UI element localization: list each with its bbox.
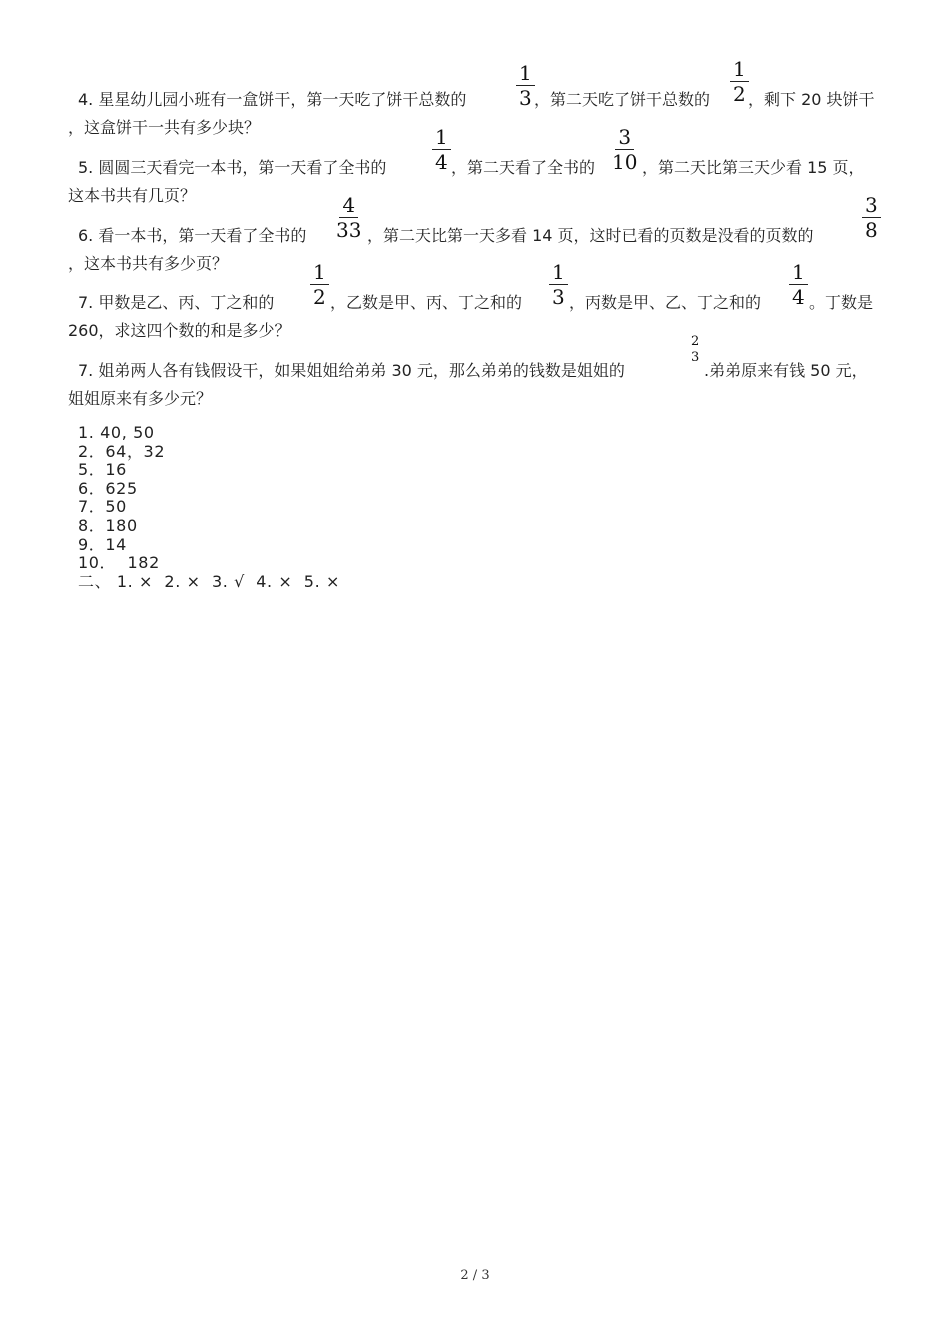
question-text: 姐姐原来有多少元？ (68, 389, 213, 408)
question-text: ，第二天比第三天少看 15 页， (642, 158, 865, 177)
page-number: 2 / 3 (460, 1268, 490, 1283)
answer-line: 8．180 (78, 515, 138, 535)
answer-line: 1. 40, 50 (78, 423, 155, 442)
question-text: ，第二天比第一天多看 14 页，这时已看的页数是没看的页数的 (367, 226, 814, 245)
question-text: ，第二天看了全书的 (451, 158, 596, 177)
question-text: ，剩下 20 块饼干 (748, 90, 875, 109)
question-text: .弟弟原来有钱 50 元， (704, 361, 868, 380)
fraction: 2 3 (691, 334, 700, 365)
fraction: $\frac{1}{3}$ (549, 261, 568, 308)
answer-line: 二、 1. × 2. × 3. √ 4. × 5. × (78, 571, 340, 591)
question-text: 。丁数是 (809, 293, 874, 312)
question-text: ，乙数是甲、丙、丁之和的 (330, 293, 523, 312)
question-4 (68, 57, 886, 142)
question-text: 260，求这四个数的和是多少？ (68, 321, 291, 340)
question-text: ，这本书共有多少页？ (68, 254, 229, 273)
answer-key (78, 424, 340, 591)
question-text: 这本书共有几页？ (68, 186, 197, 205)
fraction: $\frac{1}{4}$ (432, 126, 451, 173)
fraction: $\frac{1}{2}$ (310, 261, 329, 308)
fraction: $\frac{1}{3}$ (516, 62, 535, 109)
fraction: $\frac{3}{10}$ (612, 125, 638, 174)
fraction: $\frac{1}{2}$ (730, 58, 749, 105)
answer-line: 2．64，32 (78, 441, 166, 461)
question-text: 4. 星星幼儿园小班有一盒饼干，第一天吃了饼干总数的 (78, 90, 467, 109)
question-text: 5. 圆圆三天看完一本书，第一天看了全书的 (78, 158, 387, 177)
answer-line: 6．625 (78, 478, 138, 498)
question-text: 7. 甲数是乙、丙、丁之和的 (78, 293, 275, 312)
question-text: ，第二天吃了饼干总数的 (534, 90, 711, 109)
fraction: $\frac{4}{33}$ (336, 193, 362, 242)
question-7-sisters (68, 334, 886, 413)
question-text: 6. 看一本书，第一天看了全书的 (78, 226, 307, 245)
fraction: $\frac{1}{4}$ (789, 261, 808, 308)
answer-line: 10． 182 (78, 553, 160, 573)
question-text: ，这盒饼干一共有多少块？ (68, 118, 261, 137)
answer-line: 9．14 (78, 534, 127, 554)
answer-line: 5．16 (78, 460, 127, 480)
question-text: 7. 姐弟两人各有钱假设干，如果姐姐给弟弟 30 元，那么弟弟的钱数是姐姐的 (78, 361, 625, 380)
fraction: $\frac{3}{8}$ (862, 194, 881, 241)
answer-line: 7．50 (78, 497, 127, 517)
question-text: ，丙数是甲、乙、丁之和的 (569, 293, 762, 312)
